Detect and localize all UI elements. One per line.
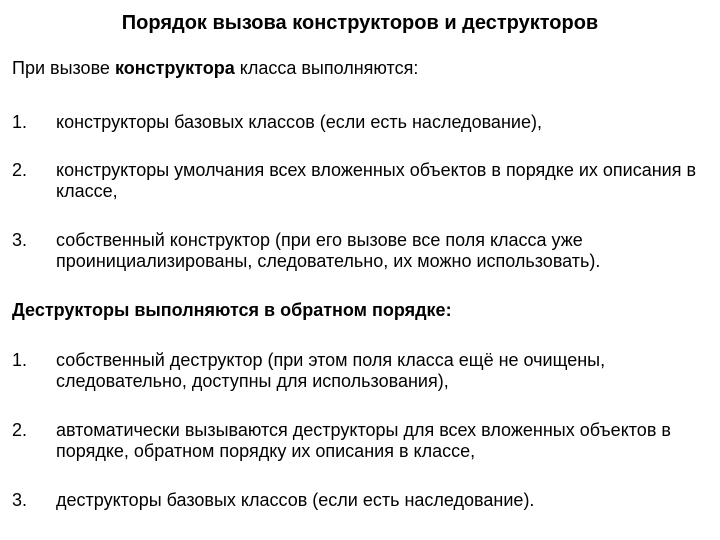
constructor-item-2	[12, 160, 712, 202]
list-item-text: деструкторы базовых классов (если есть наследование).	[56, 490, 535, 510]
constructor-item-1	[12, 112, 712, 133]
constructor-item-3	[12, 230, 712, 272]
intro-text-before: При вызове	[12, 58, 115, 78]
list-number: 3.	[12, 230, 28, 250]
destructor-item-3	[12, 490, 712, 511]
intro-text-after: класса выполняются:	[234, 58, 419, 78]
list-number: 1.	[12, 350, 28, 370]
list-number: 3.	[12, 490, 28, 510]
list-item-text: конструкторы базовых классов (если есть наследование),	[56, 112, 542, 132]
slide-title: Порядок вызова конструкторов и деструкторов	[121, 12, 599, 34]
destructor-item-2	[12, 420, 712, 462]
list-item-text: конструкторы умолчания всех вложенных объектов в порядке их описания в классе,	[56, 160, 697, 201]
list-item-text: автоматически вызываются деструкторы для всех вложенных объектов в порядке, обратном порядку их описания в классе,	[56, 420, 671, 461]
intro-text-bold: конструктора	[114, 58, 235, 78]
destructors-heading: Деструкторы выполняются в обратном порядке:	[12, 300, 452, 320]
list-item-text: собственный деструктор (при этом поля класса ещё не очищены, следовательно, доступны для использования),	[56, 350, 606, 391]
list-number: 2.	[12, 420, 28, 440]
list-number: 2.	[12, 160, 28, 180]
list-number: 1.	[12, 112, 28, 132]
intro-paragraph	[12, 57, 418, 79]
list-item-text: собственный конструктор (при его вызове все поля класса уже проинициализированы, следовательно, их можно использовать).	[56, 230, 601, 271]
destructor-item-1	[12, 350, 712, 392]
